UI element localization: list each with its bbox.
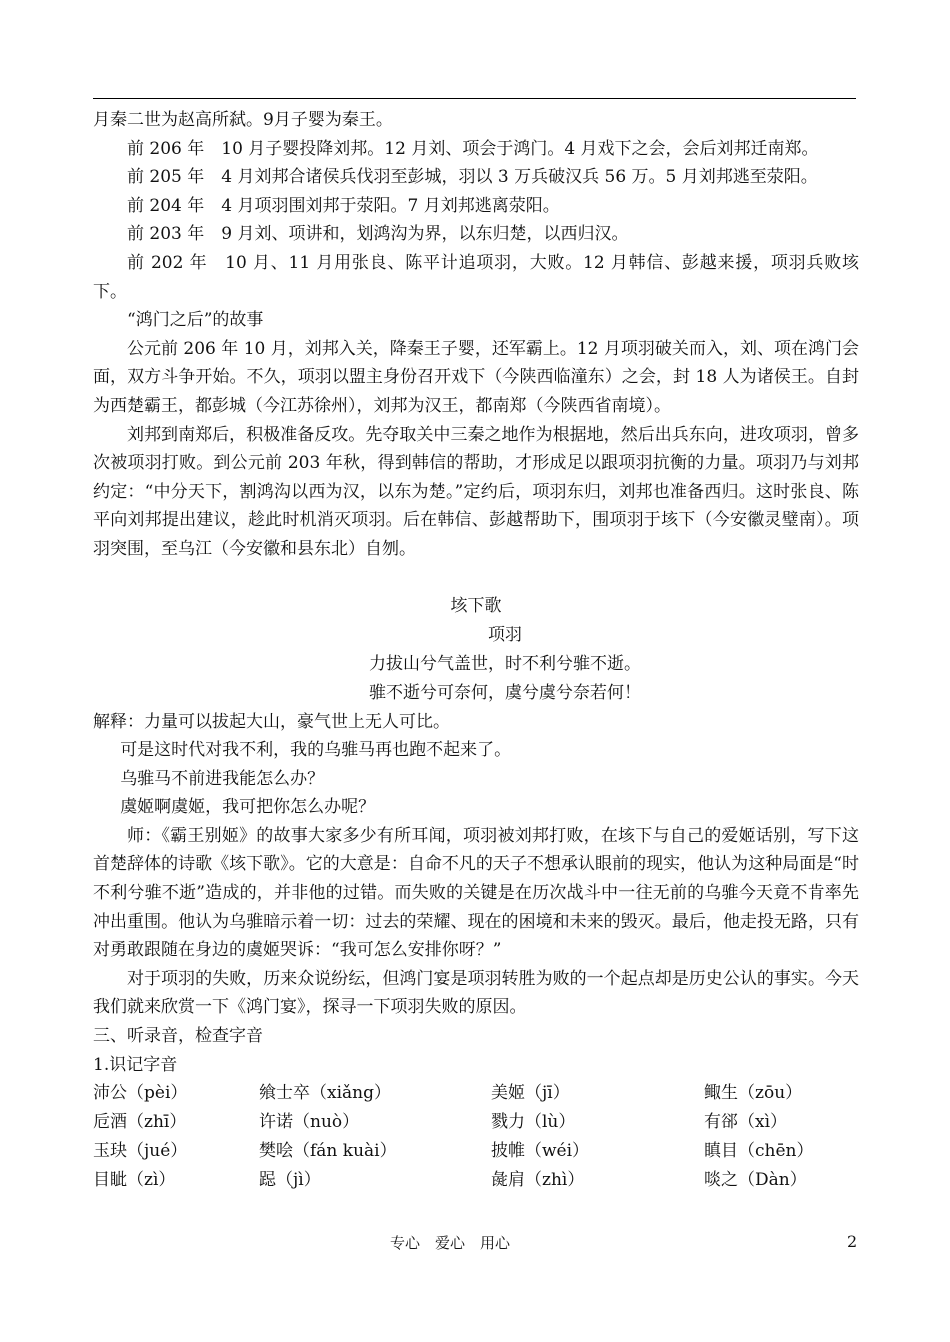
pronunciation-item: 鲰生（zōu） [704,1083,803,1104]
pronunciation-item: 瞋目（chēn） [704,1141,814,1162]
pronunciation-item: 有郤（xì） [704,1112,788,1133]
pronunciation-item: 沛公（pèi） [93,1083,188,1104]
story-paragraph: 刘邦到南郑后，积极准备反攻。先夺取关中三秦之地作为根据地，然后出兵东向，进攻项羽，曾多次被项羽打败。到公元前 203 年秋，得到韩信的帮助，才形成足以跟项羽抗衡的力量。项羽乃与刘邦约定：“中分天下，割鸿沟以西为汉，以东为楚。”定约后，项羽东归，刘邦也准备西归。这时张良、陈平向刘邦提出建议，趁此时机消灭项羽。后在韩信、彭越帮助下，围项羽于垓下（今安徽灵璧南）。项羽突围，至乌江（今安徽和县东北）自刎。 [93,424,859,559]
story-paragraph: 公元前 206 年 10 月，刘邦入关，降秦王子婴，还军霸上。12 月项羽破关而入，刘、项在鸿门会面，双方斗争开始。不久，项羽以盟主身份召开戏下（今陕西临潼东）之会，封 18 人为诸侯王。自封为西楚霸王，都彭城（今江苏徐州），刘邦为汉王，都南郑（今陕西省南境）。 [93,338,859,416]
section-heading: 三、听录音，检查字音 [93,1026,263,1047]
pronunciation-item: 彘肩（zhì） [491,1170,585,1191]
teacher-paragraph: 师：《霸王别姬》的故事大家多少有所耳闻，项羽被刘邦打败，在垓下与自己的爱姬话别，写下这首楚辞体的诗歌《垓下歌》。它的大意是：自命不凡的天子不想承认眼前的现实，他认为这种局面是“时不利兮骓不逝”造成的，并非他的过错。而失败的关键是在历次战斗中一往无前的乌骓今天竟不肯率先冲出重围。他认为乌骓暗示着一切：过去的荣耀、现在的困境和未来的毁灭。最后，他走投无路，只有对勇敢跟随在身边的虞姬哭诉：“我可怎么安排你呀？” [93,825,859,961]
footer-motto: 专心 爱心 用心 [390,1234,511,1252]
header-rule [93,98,856,99]
pronunciation-item: 戮力（lù） [491,1112,576,1133]
teacher-paragraph: 对于项羽的失败，历来众说纷纭，但鸿门宴是项羽转胜为败的一个起点却是历史公认的事实。今天我们就来欣赏一下《鸿门宴》，探寻一下项羽失败的原因。 [93,968,859,1018]
pronunciation-item: 跽（jì） [259,1170,321,1191]
chronology-line: 前 206 年 10 月子婴投降刘邦。12 月刘、项会于鸿门。4 月戏下之会，会后刘邦迁南郑。 [127,138,819,159]
chronology-line: 前 205 年 4 月刘邦合诸侯兵伐羽至彭城，羽以 3 万兵破汉兵 56 万。5 月刘邦逃至荥阳。 [127,167,818,188]
chronology-line: 前 202 年 10 月、11 月用张良、陈平计追项羽，大败。12 月韩信、彭越来援，项羽兵败垓下。 [93,252,859,302]
poem-line: 骓不逝兮可奈何，虞兮虞兮奈若何！ [369,682,641,703]
explanation-line: 可是这时代对我不利，我的乌骓马再也跑不起来了。 [120,740,512,761]
story-heading: “鸿门之后”的故事 [127,310,264,331]
poem-author: 项羽 [488,624,522,645]
pronunciation-item: 玉玦（jué） [93,1141,188,1162]
page-content [93,106,859,1195]
poem-title: 垓下歌 [450,595,502,616]
pronunciation-table [93,1079,859,1195]
explanation-line: 虞姬啊虞姬，我可把你怎么办呢？ [120,797,376,818]
pronunciation-item: 飨士卒（xiǎng） [259,1083,391,1104]
pronunciation-item: 卮酒（zhī） [93,1112,187,1133]
sub-heading: 1.识记字音 [93,1054,178,1075]
poem-line: 力拔山兮气盖世，时不利兮骓不逝。 [369,653,641,674]
chronology-line: 前 203 年 9 月刘、项讲和，划鸿沟为界，以东归楚，以西归汉。 [127,224,629,245]
pronunciation-item: 许诺（nuò） [259,1112,360,1133]
pronunciation-item: 啖之（Dàn） [704,1170,807,1191]
pronunciation-item: 目眦（zì） [93,1170,176,1191]
explanation-text: 力量可以拔起大山，豪气世上无人可比。 [144,711,450,732]
explanation-first-line [93,708,859,737]
page-number: 2 [847,1232,858,1251]
spacer [93,564,859,592]
pronunciation-item: 美姬（jī） [491,1083,570,1104]
pronunciation-item: 披帷（wéi） [491,1141,590,1162]
chronology-line: 月秦二世为赵高所弑。9月子婴为秦王。 [93,110,393,130]
explanation-label: 解释： [93,711,144,732]
explanation-line: 乌骓马不前进我能怎么办？ [120,768,325,789]
chronology-line: 前 204 年 4 月项羽围刘邦于荥阳。7 月刘邦逃离荥阳。 [127,195,560,216]
pronunciation-item: 樊哙（fán kuài） [259,1141,397,1162]
